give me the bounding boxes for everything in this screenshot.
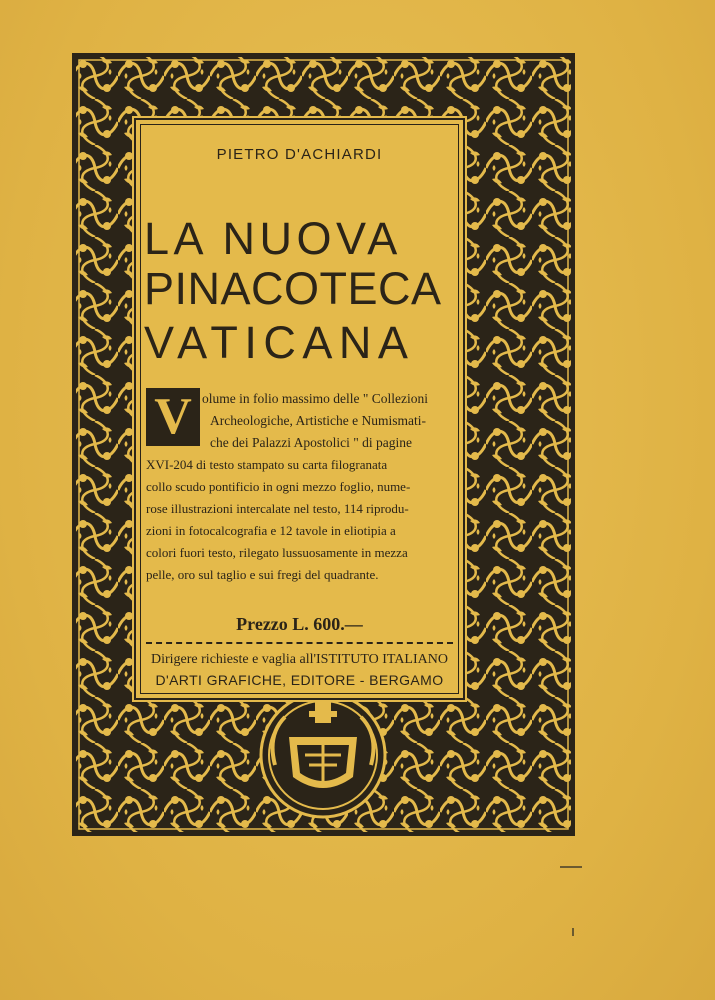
description-line-3: che dei Palazzi Apostolici " di pagine	[210, 435, 412, 450]
description-line-6: rose illustrazioni intercalate nel testo, 114 riprodu-	[146, 501, 409, 516]
description-line-9: pelle, oro sul taglio e sui fregi del quadrante.	[146, 567, 379, 582]
dropcap-letter: V	[154, 388, 192, 445]
dashed-divider	[146, 642, 453, 644]
footer-line-2: D'ARTI GRAFICHE, EDITORE - BERGAMO	[155, 672, 444, 688]
price: Prezzo L. 600.—	[236, 614, 363, 634]
dropcap-initial	[146, 388, 200, 446]
description-line-1: olume in folio massimo delle " Collezioni	[202, 391, 428, 406]
title-line-3: VATICANA	[144, 317, 415, 368]
title-line-2: PINACOTECA	[144, 263, 442, 314]
title-line-1: LA NUOVA	[144, 213, 402, 264]
description-line-5: collo scudo pontificio in ogni mezzo foglio, nume-	[146, 479, 411, 494]
description-line-7: zioni in fotocalcografia e 12 tavole in eliotipia a	[146, 523, 396, 538]
paper-mark	[572, 928, 574, 936]
description-line-8: colori fuori testo, rilegato lussuosamente in mezza	[146, 545, 408, 560]
description-line-4: XVI-204 di testo stampato su carta filogranata	[146, 457, 388, 472]
author-name: PIETRO D'ACHIARDI	[216, 146, 383, 163]
footer-line-1: Dirigere richieste e vaglia all'ISTITUTO ITALIANO	[151, 652, 448, 667]
text-panel	[134, 118, 465, 700]
description-line-2: Archeologiche, Artistiche e Numismati-	[210, 413, 426, 428]
paper-mark	[560, 866, 582, 868]
